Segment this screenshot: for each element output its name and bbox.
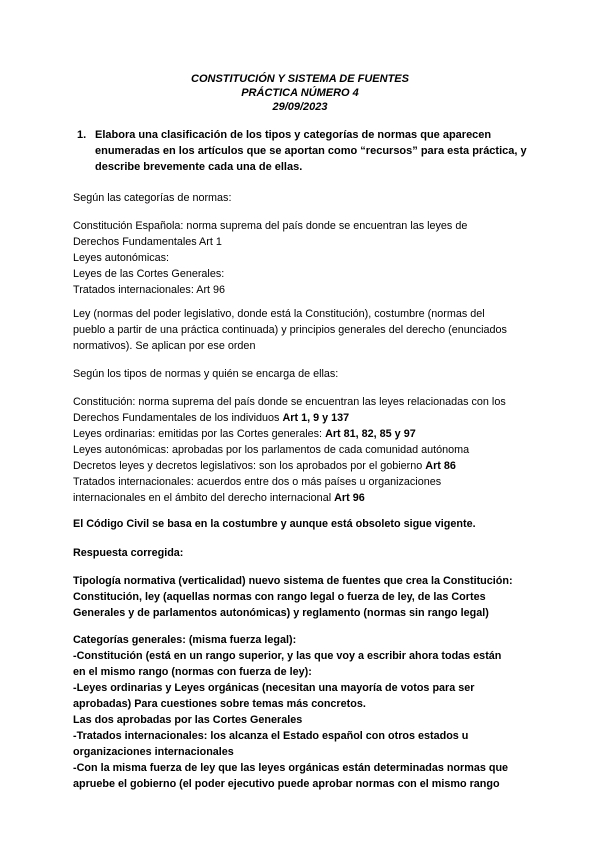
section-6-line: Generales y de parlamentos autonómicas) y reglamento (normas sin rango legal) <box>73 607 489 619</box>
question-number: 1. <box>77 129 87 141</box>
section-6-line: Tipología normativa (verticalidad) nuevo sistema de fuentes que crea la Constitución: <box>73 575 513 587</box>
question-1 <box>77 127 545 175</box>
corrected-answer-heading: Respuesta corregida: <box>73 547 184 559</box>
section-3-text: Decretos leyes y decretos legislativos: son los aprobados por el gobierno <box>73 460 426 472</box>
section-3-line: Tratados internacionales: acuerdos entre dos o más países u organizaciones <box>73 476 442 488</box>
section-2-line: Ley (normas del poder legislativo, donde está la Constitución), costumbre (normas del <box>73 308 485 320</box>
section-1-line: Tratados internacionales: Art 96 <box>73 284 226 296</box>
article-reference: Art 96 <box>334 492 365 504</box>
section-1-intro: Según las categorías de normas: <box>73 192 232 204</box>
section-3-text: Leyes ordinarias: emitidas por las Cortes generales: <box>73 428 326 440</box>
section-3-text: Derechos Fundamentales de los individuos <box>73 412 283 424</box>
section-3-text: internacionales en el ámbito del derecho internacional <box>73 492 335 504</box>
article-reference: Art 86 <box>425 460 456 472</box>
section-3-line: Leyes autonómicas: aprobadas por los parlamentos de cada comunidad autónoma <box>73 444 470 456</box>
section-7-line: Las dos aprobadas por las Cortes Generales <box>73 714 303 726</box>
question-text: Elabora una clasificación de los tipos y categorías de normas que aparecen enumeradas en los artículos que se aportan como “recursos” para esta práctica, y describe brevemente cada una de ellas. <box>95 129 527 173</box>
article-reference: Art 1, 9 y 137 <box>282 412 350 424</box>
section-1-line: Leyes de las Cortes Generales: <box>73 268 225 280</box>
section-1-line: Derechos Fundamentales Art 1 <box>73 236 222 248</box>
section-1-line: Leyes autonómicas: <box>73 252 170 264</box>
section-6-line: Constitución, ley (aquellas normas con rango legal o fuerza de ley, de las Cortes <box>73 591 486 603</box>
section-2-line: pueblo a partir de una práctica continuada) y principios generales del derecho (enunciados <box>73 324 507 336</box>
article-reference: Art 81, 82, 85 y 97 <box>325 428 416 440</box>
section-7-line: aprobadas) Para cuestiones sobre temas más concretos. <box>73 698 366 710</box>
section-3-line <box>73 490 365 506</box>
section-7-line: -Tratados internacionales: los alcanza el Estado español con otros estados u <box>73 730 469 742</box>
section-7-line: en el mismo rango (normas con fuerza de ley): <box>73 666 312 678</box>
section-7-line: -Constitución (está en un rango superior, y las que voy a escribir ahora todas están <box>73 650 502 662</box>
section-7-line: apruebe el gobierno (el poder ejecutivo puede aprobar normas con el mismo rango <box>73 778 500 790</box>
section-2-line: normativos). Se aplican por ese orden <box>73 340 256 352</box>
section-3-line: Constitución: norma suprema del país donde se encuentran las leyes relacionadas con los <box>73 396 506 408</box>
section-7-line: -Leyes ordinarias y Leyes orgánicas (necesitan una mayoría de votos para ser <box>73 682 475 694</box>
document-date: 29/09/2023 <box>272 101 328 113</box>
section-7-line: organizaciones internacionales <box>73 746 234 758</box>
section-3-line <box>73 426 416 442</box>
section-1-line: Constitución Española: norma suprema del país donde se encuentran las leyes de <box>73 220 468 232</box>
codigo-civil-note: El Código Civil se basa en la costumbre y aunque está obsoleto sigue vigente. <box>73 518 476 530</box>
document-title: CONSTITUCIÓN Y SISTEMA DE FUENTES <box>191 73 409 85</box>
section-3-line <box>73 410 349 426</box>
document-subtitle: PRÁCTICA NÚMERO 4 <box>241 87 359 99</box>
section-3-intro: Según los tipos de normas y quién se encarga de ellas: <box>73 368 339 380</box>
section-7-line: -Con la misma fuerza de ley que las leyes orgánicas están determinadas normas que <box>73 762 509 774</box>
section-7-line: Categorías generales: (misma fuerza legal): <box>73 634 297 646</box>
section-3-line <box>73 458 456 474</box>
